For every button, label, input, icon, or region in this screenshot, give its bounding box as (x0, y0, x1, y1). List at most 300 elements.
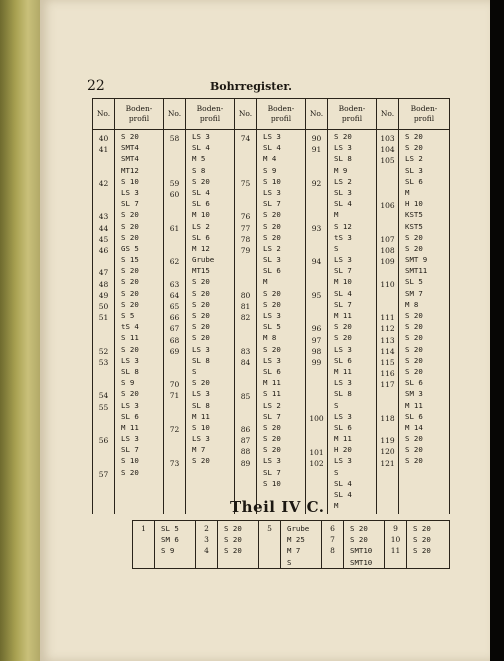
entry-number: 97 (311, 335, 322, 345)
no-column (93, 130, 115, 514)
bodenprofil-entry: LS 3 (192, 132, 210, 141)
entry-number: 98 (311, 346, 322, 356)
bodenprofil-entry: S 20 (263, 288, 281, 298)
header-bodenprofil: Boden- profil (115, 99, 164, 130)
entry-number: 68 (169, 335, 180, 345)
entry-number: 1 (141, 524, 146, 533)
no-column (235, 130, 257, 514)
bodenprofil-entry: H 20 (334, 445, 352, 455)
header-bodenprofil: Boden- profil (257, 99, 306, 130)
entry-number: 112 (380, 324, 395, 334)
entry-number: 89 (240, 458, 251, 468)
bodenprofil-entry: LS 3 (121, 187, 139, 197)
entry-number: 43 (98, 212, 109, 222)
no-column (196, 521, 218, 569)
bodenprofil-entry: LS 3 (334, 255, 352, 265)
entry-number: 64 (169, 290, 180, 300)
bodenprofil-entry: SM 3 (405, 389, 423, 399)
bodenprofil-entry: S 20 (405, 143, 423, 153)
bodenprofil-entry: SL 4 (334, 478, 352, 488)
entry-number: 50 (98, 301, 109, 311)
bodenprofil-entry: M 14 (405, 422, 423, 432)
entry-number: 86 (240, 425, 251, 435)
bodenprofil-entry: LS 3 (121, 400, 139, 410)
bodenprofil-entry: S 20 (413, 524, 431, 533)
entry-number: 66 (169, 313, 180, 323)
entry-number: 59 (169, 178, 180, 188)
bodenprofil-column (115, 130, 164, 514)
bodenprofil-entry: M 11 (121, 422, 139, 432)
bodenprofil-entry: M 11 (334, 434, 352, 444)
bodenprofil-entry: M (334, 210, 339, 220)
bodenprofil-entry: SL 4 (192, 187, 210, 197)
bodenprofil-entry: H 10 (405, 199, 423, 209)
bodenprofil-entry: S 20 (263, 445, 281, 455)
entry-number: 81 (240, 301, 251, 311)
bodenprofil-entry: SL 4 (192, 143, 210, 153)
bodenprofil-entry: S (334, 400, 339, 410)
page-number: 22 (87, 78, 105, 94)
header-row (93, 99, 450, 130)
bodenprofil-entry: KST5 (405, 221, 423, 231)
book-spine (0, 0, 40, 661)
bodenprofil-entry: SL 5 (405, 277, 423, 287)
bodenprofil-entry: S 9 (263, 165, 277, 175)
bodenprofil-entry: SL 8 (334, 154, 352, 164)
bodenprofil-entry: SL 7 (121, 199, 139, 209)
bodenprofil-entry: Grube (192, 255, 215, 265)
entry-number: 45 (98, 234, 109, 244)
bodenprofil-entry: SL 6 (121, 411, 139, 421)
bodenprofil-entry: S 20 (192, 288, 210, 298)
bodenprofil-entry: S 10 (192, 422, 210, 432)
bodenprofil-entry: S 20 (334, 132, 352, 141)
bodenprofil-entry: S 20 (405, 456, 423, 466)
entry-number: 53 (98, 357, 109, 367)
bodenprofil-entry: tS 3 (334, 232, 352, 242)
bodenprofil-column (218, 521, 259, 569)
entry-number: 44 (98, 223, 109, 233)
entry-number: 3 (204, 535, 209, 545)
bodenprofil-entry: S 5 (121, 311, 135, 320)
entry-number: 109 (380, 257, 395, 267)
entry-number: 2 (204, 524, 209, 533)
bodenprofil-entry: S 11 (121, 333, 139, 343)
bodenprofil-entry: M 12 (192, 243, 210, 253)
bodenprofil-entry: SL 3 (263, 255, 281, 265)
bodenprofil-entry: S 10 (263, 478, 281, 488)
bodenprofil-entry: LS 2 (334, 176, 352, 186)
no-column (306, 130, 328, 514)
entry-number: 103 (380, 134, 395, 143)
entry-number: 67 (169, 324, 180, 334)
bodenprofil-entry: S 20 (413, 546, 431, 556)
entry-number: 110 (380, 279, 395, 289)
bodenprofil-entry: S 20 (405, 232, 423, 242)
entry-number: 76 (240, 212, 251, 222)
bodenprofil-entry: M 11 (334, 366, 352, 376)
header-no: No. (235, 99, 257, 130)
bodenprofil-entry: S 10 (263, 176, 281, 186)
bodenprofil-entry: S 20 (350, 535, 368, 545)
bodenprofil-entry: S 20 (263, 344, 281, 354)
bodenprofil-entry: M 8 (405, 299, 419, 309)
entry-number: 80 (240, 290, 251, 300)
bodenprofil-entry: M 9 (334, 165, 348, 175)
entry-number: 119 (380, 436, 395, 446)
header-no: No. (377, 99, 399, 130)
no-column (164, 130, 186, 514)
bodenprofil-entry: LS 2 (192, 221, 210, 231)
entry-number: 61 (169, 223, 180, 233)
bodenprofil-entry: M (263, 277, 268, 287)
bodenprofil-entry: M 8 (263, 333, 277, 343)
bodenprofil-entry: S 20 (121, 277, 139, 287)
bodenprofil-entry: S 20 (263, 210, 281, 220)
bodenprofil-entry: S 20 (224, 546, 242, 556)
entry-number: 84 (240, 357, 251, 367)
bodenprofil-entry: LS 3 (192, 389, 210, 399)
no-column (322, 521, 344, 569)
entry-number: 71 (169, 391, 180, 401)
entry-number: 8 (330, 546, 335, 556)
bodenprofil-entry: SMT10 (350, 557, 373, 567)
bodenprofil-entry: S 20 (263, 422, 281, 432)
entry-number: 47 (98, 268, 109, 278)
scan-edge (490, 0, 504, 661)
bodenprofil-entry: SMT11 (405, 266, 428, 276)
table-body-row (93, 130, 450, 514)
bodenprofil-entry: S 20 (121, 266, 139, 276)
bodenprofil-entry: LS 2 (263, 243, 281, 253)
entry-number: 40 (98, 134, 109, 143)
bodenprofil-entry: S 20 (350, 524, 368, 533)
no-column (377, 130, 399, 514)
bodenprofil-entry: S 20 (334, 333, 352, 343)
bodenprofil-entry: S 20 (405, 333, 423, 343)
entry-number: 77 (240, 223, 251, 233)
bodenprofil-entry: M 7 (192, 445, 206, 455)
bodenprofil-entry: SMT 9 (405, 255, 428, 265)
bodenprofil-entry: S 9 (161, 546, 175, 556)
bodenprofil-entry: LS 3 (334, 143, 352, 153)
bodenprofil-entry: SL 7 (334, 299, 352, 309)
bodenprofil-entry: SL 6 (192, 199, 210, 209)
bodenprofil-entry: M 7 (287, 546, 301, 556)
bodenprofil-entry: S 12 (334, 221, 352, 231)
entry-number: 118 (380, 413, 395, 423)
bodenprofil-entry: LS 3 (263, 355, 281, 365)
entry-number: 4 (204, 546, 209, 556)
bodenprofil-entry: S 20 (405, 132, 423, 141)
entry-number: 101 (309, 447, 324, 457)
entry-number: 100 (309, 413, 324, 423)
entry-number: 58 (169, 134, 180, 143)
bodenprofil-entry: SL 3 (334, 187, 352, 197)
bodenprofil-entry: MT15 (192, 266, 210, 276)
entry-number: 99 (311, 357, 322, 367)
bodenprofil-entry: tS 4 (121, 322, 139, 332)
entry-number: 11 (390, 546, 401, 556)
bodenprofil-entry: S 20 (263, 221, 281, 231)
bodenprofil-entry: S 20 (192, 456, 210, 466)
entry-number: 105 (380, 156, 395, 166)
bodenprofil-entry: SL 4 (334, 288, 352, 298)
entry-number: 117 (380, 380, 395, 390)
bodenprofil-entry: SL 6 (334, 355, 352, 365)
bodenprofil-entry: LS 3 (192, 344, 210, 354)
bodenprofil-entry: MT12 (121, 165, 139, 175)
bodenprofil-entry: S 20 (405, 344, 423, 354)
entry-number: 46 (98, 245, 109, 255)
bodenprofil-column (186, 130, 235, 514)
entry-number: 121 (380, 458, 395, 468)
header-no: No. (93, 99, 115, 130)
bodenprofil-entry: S 20 (405, 445, 423, 455)
bodenprofil-entry: SL 8 (334, 389, 352, 399)
entry-number: 116 (380, 369, 395, 379)
header-no: No. (306, 99, 328, 130)
bodenprofil-entry: S 20 (121, 232, 139, 242)
bodenprofil-entry: LS 3 (121, 355, 139, 365)
bodenprofil-entry: S 20 (121, 344, 139, 354)
bodenprofil-entry: SL 6 (263, 366, 281, 376)
bodenprofil-entry: S 20 (121, 221, 139, 231)
entry-number: 114 (380, 346, 395, 356)
entry-number: 72 (169, 425, 180, 435)
bodenprofil-entry: M 25 (287, 535, 305, 545)
bodenprofil-entry: SL 7 (334, 266, 352, 276)
entry-number: 120 (380, 447, 395, 457)
running-head: Bohrregister. (210, 80, 292, 93)
entry-number: 78 (240, 234, 251, 244)
entry-number: 48 (98, 279, 109, 289)
bodenprofil-entry: SL 8 (121, 366, 139, 376)
bodenprofil-entry: S (287, 557, 292, 567)
bodenprofil-entry: SMT4 (121, 143, 139, 153)
bodenprofil-entry: SMT10 (350, 546, 373, 556)
bodenprofil-entry: S 20 (192, 378, 210, 388)
entry-number: 49 (98, 290, 109, 300)
bodenprofil-entry: S 20 (224, 524, 242, 533)
bodenprofil-entry: SL 8 (192, 400, 210, 410)
bodenprofil-entry: S 10 (121, 176, 139, 186)
bodenprofil-entry: SL 8 (192, 355, 210, 365)
bodenprofil-entry: SMT4 (121, 154, 139, 164)
bodenprofil-entry: SL 6 (405, 176, 423, 186)
bodenprofil-entry: LS 3 (334, 411, 352, 421)
entry-number: 102 (309, 458, 324, 468)
entry-number: 91 (311, 145, 322, 155)
bodenprofil-entry: S (192, 366, 197, 376)
bodenprofil-entry: SL 7 (263, 467, 281, 477)
section-title: Theil IV C. (230, 498, 325, 516)
bodenprofil-entry: S 20 (334, 322, 352, 332)
header-no: No. (164, 99, 186, 130)
bodenprofil-entry: M 10 (334, 277, 352, 287)
bodenprofil-entry: S 20 (405, 311, 423, 320)
bodenprofil-column (407, 521, 450, 569)
bodenprofil-entry: M 10 (192, 210, 210, 220)
entry-number: 60 (169, 189, 180, 199)
entry-number: 87 (240, 436, 251, 446)
bodenprofil-entry: M 4 (263, 154, 277, 164)
bodenprofil-entry: M (405, 187, 410, 197)
bodenprofil-entry: SL 6 (405, 411, 423, 421)
entry-number: 51 (98, 313, 109, 323)
bodenprofil-entry: S 11 (263, 389, 281, 399)
bohrregister-table (92, 98, 450, 514)
entry-number: 69 (169, 346, 180, 356)
bodenprofil-entry: S 20 (192, 322, 210, 332)
bodenprofil-entry: S 8 (192, 165, 206, 175)
entry-number: 63 (169, 279, 180, 289)
bodenprofil-entry: SL 4 (334, 199, 352, 209)
bodenprofil-entry: Grube (287, 524, 310, 533)
entry-number: 108 (380, 245, 395, 255)
bodenprofil-entry: SL 5 (161, 524, 179, 533)
entry-number: 73 (169, 458, 180, 468)
entry-number: 62 (169, 257, 180, 267)
theil-iv-c-table (132, 520, 450, 569)
bodenprofil-entry: M 11 (263, 378, 281, 388)
entry-number: 54 (98, 391, 109, 401)
bodenprofil-entry: SM 7 (405, 288, 423, 298)
entry-number: 104 (380, 145, 395, 155)
no-column (385, 521, 407, 569)
entry-number: 55 (98, 402, 109, 412)
bodenprofil-entry: LS 3 (334, 378, 352, 388)
bodenprofil-entry: LS 3 (263, 187, 281, 197)
entry-number: 42 (98, 178, 109, 188)
bodenprofil-column (344, 521, 385, 569)
bodenprofil-entry: S 15 (121, 255, 139, 265)
entry-number: 113 (380, 335, 395, 345)
bodenprofil-entry: S 20 (121, 210, 139, 220)
bodenprofil-entry: SM 6 (161, 535, 179, 545)
entry-number: 10 (390, 535, 401, 545)
header-bodenprofil: Boden- profil (328, 99, 377, 130)
entry-number: 9 (393, 524, 398, 533)
bodenprofil-entry: SL 4 (334, 490, 352, 499)
bodenprofil-entry: KST5 (405, 210, 423, 220)
entry-number: 94 (311, 257, 322, 267)
bodenprofil-entry: S 20 (405, 322, 423, 332)
entry-number: 57 (98, 469, 109, 479)
header-bodenprofil: Boden- profil (399, 99, 450, 130)
entry-number: 74 (240, 134, 251, 143)
bodenprofil-entry: S (334, 467, 339, 477)
bodenprofil-entry: SL 5 (263, 322, 281, 332)
bodenprofil-entry: LS 3 (263, 311, 281, 320)
entry-number: 75 (240, 178, 251, 188)
bodenprofil-entry: S 20 (405, 434, 423, 444)
bodenprofil-entry: S 20 (192, 333, 210, 343)
bodenprofil-entry: M 11 (334, 311, 352, 320)
entry-number: 83 (240, 346, 251, 356)
entry-number: 106 (380, 201, 395, 211)
bodenprofil-entry: S 20 (405, 355, 423, 365)
bodenprofil-entry: LS 2 (263, 400, 281, 410)
entry-number: 92 (311, 178, 322, 188)
entry-number: 96 (311, 324, 322, 334)
entry-number: 7 (330, 535, 335, 545)
bodenprofil-entry: SL 6 (263, 266, 281, 276)
bodenprofil-column (399, 130, 450, 514)
entry-number: 90 (311, 134, 322, 143)
entry-number: 70 (169, 380, 180, 390)
bodenprofil-entry: S 20 (192, 311, 210, 320)
bodenprofil-entry: SL 4 (263, 143, 281, 153)
bodenprofil-entry: LS 3 (334, 456, 352, 466)
bodenprofil-column (155, 521, 196, 569)
bodenprofil-entry: S 20 (405, 243, 423, 253)
bodenprofil-entry: SL 7 (121, 445, 139, 455)
entry-number: 6 (330, 524, 335, 533)
bodenprofil-entry: S 20 (121, 389, 139, 399)
bodenprofil-entry: M 11 (192, 411, 210, 421)
bodenprofil-entry: SL 6 (334, 422, 352, 432)
bodenprofil-entry: S 20 (192, 299, 210, 309)
entry-number: 115 (380, 357, 395, 367)
bodenprofil-entry: SL 6 (405, 378, 423, 388)
bodenprofil-entry: SL 7 (263, 411, 281, 421)
entry-number: 95 (311, 290, 322, 300)
entry-number: 111 (380, 313, 395, 323)
entry-number: 5 (267, 524, 272, 533)
bodenprofil-entry: SL 3 (405, 165, 423, 175)
table-body-row (133, 521, 450, 569)
entry-number: 79 (240, 245, 251, 255)
entry-number: 85 (240, 391, 251, 401)
header-bodenprofil: Boden- profil (186, 99, 235, 130)
entry-number: 82 (240, 313, 251, 323)
bodenprofil-entry: M 11 (405, 400, 423, 410)
bodenprofil-column (281, 521, 322, 569)
bodenprofil-entry: S 9 (121, 378, 135, 388)
bodenprofil-entry: SL 7 (263, 199, 281, 209)
entry-number: 107 (380, 234, 395, 244)
entry-number: 93 (311, 223, 322, 233)
no-column (133, 521, 155, 569)
bodenprofil-entry: M (334, 501, 339, 511)
bodenprofil-entry: S 10 (121, 456, 139, 466)
bodenprofil-entry: S 20 (405, 366, 423, 376)
bodenprofil-entry: S 20 (192, 176, 210, 186)
bodenprofil-column (257, 130, 306, 514)
bodenprofil-entry: S 20 (192, 277, 210, 287)
bodenprofil-entry: SL 6 (192, 232, 210, 242)
bodenprofil-entry: S 20 (263, 299, 281, 309)
entry-number: 41 (98, 145, 109, 155)
bodenprofil-entry: S 20 (121, 288, 139, 298)
bodenprofil-entry: S 20 (413, 535, 431, 545)
bodenprofil-entry: LS 3 (263, 132, 281, 141)
bodenprofil-entry: GS 5 (121, 243, 139, 253)
bodenprofil-entry: LS 3 (263, 456, 281, 466)
bodenprofil-entry: S (334, 243, 339, 253)
entry-number: 52 (98, 346, 109, 356)
bodenprofil-entry: S 20 (263, 434, 281, 444)
bodenprofil-entry: M 5 (192, 154, 206, 164)
bodenprofil-entry: LS 3 (334, 344, 352, 354)
bodenprofil-entry: LS 2 (405, 154, 423, 164)
bodenprofil-entry: S 20 (121, 299, 139, 309)
bodenprofil-column (328, 130, 377, 514)
entry-number: 56 (98, 436, 109, 446)
bodenprofil-entry: S 20 (263, 232, 281, 242)
bodenprofil-entry: S 20 (121, 132, 139, 141)
